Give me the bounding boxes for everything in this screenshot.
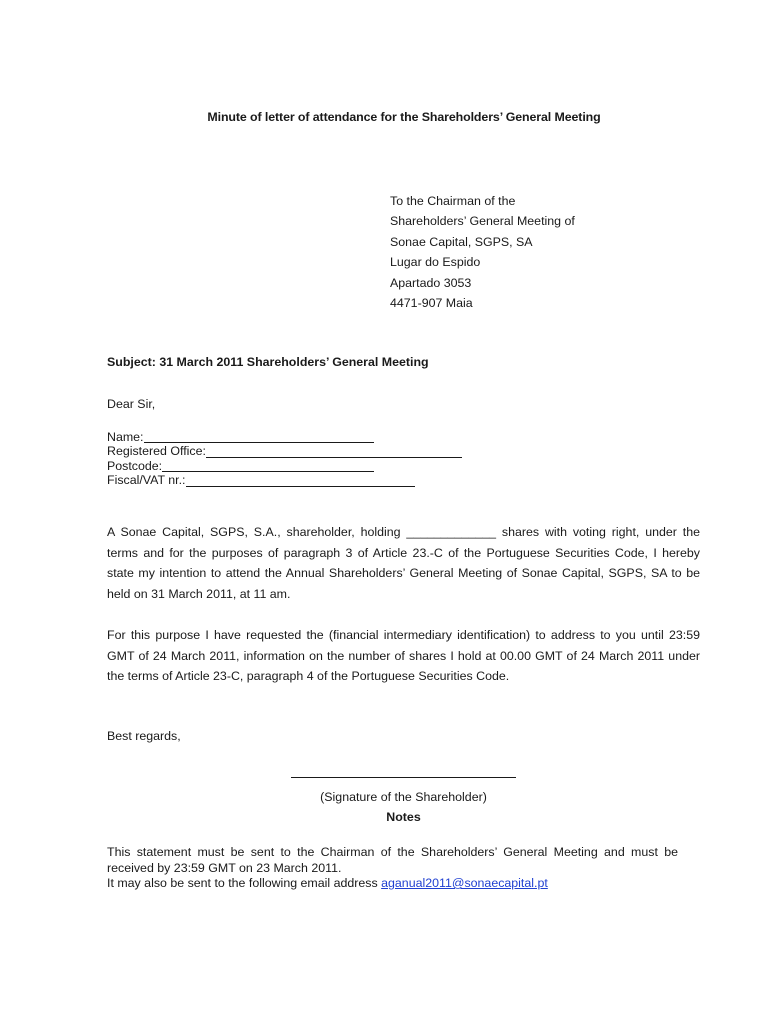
name-field-row <box>107 430 462 444</box>
registered-office-field[interactable] <box>206 445 462 458</box>
fiscal-vat-field-row <box>107 473 462 487</box>
shareholder-details-form <box>107 430 462 488</box>
address-line: To the Chairman of the <box>390 194 516 208</box>
recipient-address-block <box>390 191 575 313</box>
notes-line: received by 23:59 GMT on 23 March 2011. <box>107 860 342 875</box>
address-line: Lugar do Espido <box>390 255 481 270</box>
postcode-field[interactable] <box>162 459 374 472</box>
attendance-paragraph <box>107 522 700 604</box>
postcode-field-row <box>107 459 462 473</box>
paragraph-line: held on 31 March 2011, at 11 am. <box>107 586 291 601</box>
name-field[interactable] <box>144 430 374 443</box>
registered-office-field-row <box>107 444 462 458</box>
notes-email-prefix: It may also be sent to the following email address <box>107 876 382 890</box>
signature-caption: (Signature of the Shareholder) <box>320 790 487 804</box>
address-line: Sonae Capital, SGPS, SA <box>390 234 533 249</box>
document-title: Minute of letter of attendance for the Shareholders’ General Meeting <box>207 110 601 124</box>
notes-section <box>107 845 678 892</box>
subject-line: Subject: 31 March 2011 Shareholders’ General Meeting <box>107 355 429 369</box>
address-line: Apartado 3053 <box>390 275 472 290</box>
intermediary-paragraph <box>107 625 700 687</box>
paragraph-line: the terms of Article 23-C, paragraph 4 of the Portuguese Securities Code. <box>107 669 510 684</box>
registered-office-label: Registered Office: <box>107 444 206 459</box>
paragraph-line: For this purpose I have requested the (financial intermediary identification) to address to you until 23:59 <box>107 628 700 642</box>
fiscal-vat-field[interactable] <box>186 474 415 487</box>
notes-line: This statement must be sent to the Chairman of the Shareholders’ General Meeting and must be <box>107 845 678 859</box>
paragraph-line: GMT of 24 March 2011, information on the number of shares I hold at 00.00 GMT of 24 March 2011 under <box>107 648 700 663</box>
address-line: 4471-907 Maia <box>390 296 473 311</box>
salutation: Dear Sir, <box>107 397 156 411</box>
notes-heading: Notes <box>386 810 421 824</box>
closing: Best regards, <box>107 729 181 743</box>
name-label: Name: <box>107 429 144 444</box>
postcode-label: Postcode: <box>107 458 163 473</box>
paragraph-line: state my intention to attend the Annual Shareholders’ General Meeting of Sonae Capital, SGPS, SA to be <box>107 566 700 581</box>
fiscal-vat-label: Fiscal/VAT nr.: <box>107 473 186 488</box>
email-link[interactable]: aganual2011@sonaecapital.pt <box>381 876 548 890</box>
notes-email-line <box>107 876 678 892</box>
paragraph-line: terms and for the purposes of paragraph 3 of Article 23.-C of the Portuguese Securities Code, I hereby <box>107 545 700 560</box>
paragraph-line: A Sonae Capital, SGPS, S.A., shareholder, holding _____________ shares with voting right, under the <box>107 525 700 539</box>
signature-line[interactable] <box>291 777 516 778</box>
address-line: Shareholders’ General Meeting of <box>390 214 575 229</box>
